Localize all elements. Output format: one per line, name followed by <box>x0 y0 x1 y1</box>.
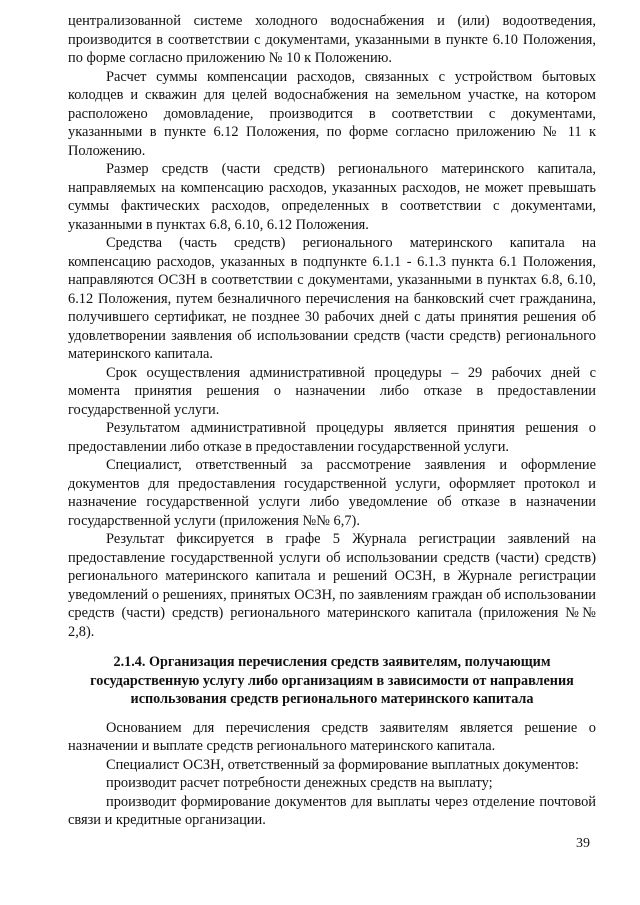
paragraph-7: Результат фиксируется в графе 5 Журнала регистрации заявлений на предоставление государственной услуги об использовании средств (части) средств) регионального материнского капитала и решений ОСЗН, в Журнале регистрации уведомлений о решениях, принятых ОСЗН, по заявлениям граждан об использовании средств (части) средств) регионального материнского капитала (приложения №№ 2,8). <box>68 531 596 640</box>
paragraph-9: Специалист ОСЗН, ответственный за формирование выплатных документов: <box>106 756 579 773</box>
document-page <box>68 12 596 830</box>
paragraph-6: Специалист, ответственный за рассмотрение заявления и оформление документов для предоставления государственной услуги, оформляет протокол и назначение государственной услуги либо уведомление об отказе в назначении государственной услуги (приложения №№ 6,7). <box>68 457 596 529</box>
body-text-bottom <box>68 719 596 830</box>
paragraph-10: производит расчет потребности денежных средств на выплату; <box>106 775 493 791</box>
paragraph-2: Размер средств (части средств) регионального материнского капитала, направляемых на компенсацию расходов, указанных расходов, не может превышать суммы фактических расходов, определенных в соответствии с документами, указанными в пунктах 6.8, 6.10, 6.12 Положения. <box>68 161 596 233</box>
paragraph-1: Расчет суммы компенсации расходов, связанных с устройством бытовых колодцев и скважин для целей водоснабжения на земельном участке, на котором расположено домовладение, производится в соответствии с документами, указанными в пункте 6.12 Положения, по форме согласно приложению № 11 к Положению. <box>68 68 596 159</box>
page-number: 39 <box>576 836 590 851</box>
paragraph-4: Срок осуществления административной процедуры – 29 рабочих дней с момента принятия решения о назначении либо отказе в предоставлении государственной услуги. <box>68 364 596 418</box>
body-text-top <box>68 12 596 641</box>
paragraph-8: Основанием для перечисления средств заявителям является решение о назначении и выплате средств регионального материнского капитала. <box>68 719 596 754</box>
paragraph-3: Средства (часть средств) регионального материнского капитала на компенсацию расходов, указанных в подпункте 6.1.1 - 6.1.3 пункта 6.1 Положения, направляются ОСЗН в соответствии с документами, указанными в пунктах 6.8, 6.10, 6.12 Положения, путем безналичного перечисления на банковский счет гражданина, получившего сертификат, не позднее 30 рабочих дней с даты принятия решения об удовлетворении заявления об использовании средств (части средств) регионального материнского капитала. <box>68 235 596 362</box>
paragraph-11: производит формирование документов для выплаты через отделение почтовой связи и кредитные организации. <box>68 793 596 828</box>
section-heading: 2.1.4. Организация перечисления средств заявителям, получающим государственную услугу либо организациям в зависимости от направления использования средств регионального материнского капитала <box>90 654 574 707</box>
paragraph-0: централизованной системе холодного водоснабжения и (или) водоотведения, производится в соответствии с документами, указанными в пункте 6.10 Положения, по форме согласно приложению № 10 к Положению. <box>68 13 596 66</box>
paragraph-5: Результатом административной процедуры является принятия решения о предоставлении либо отказе в предоставлении государственной услуги. <box>68 420 596 455</box>
